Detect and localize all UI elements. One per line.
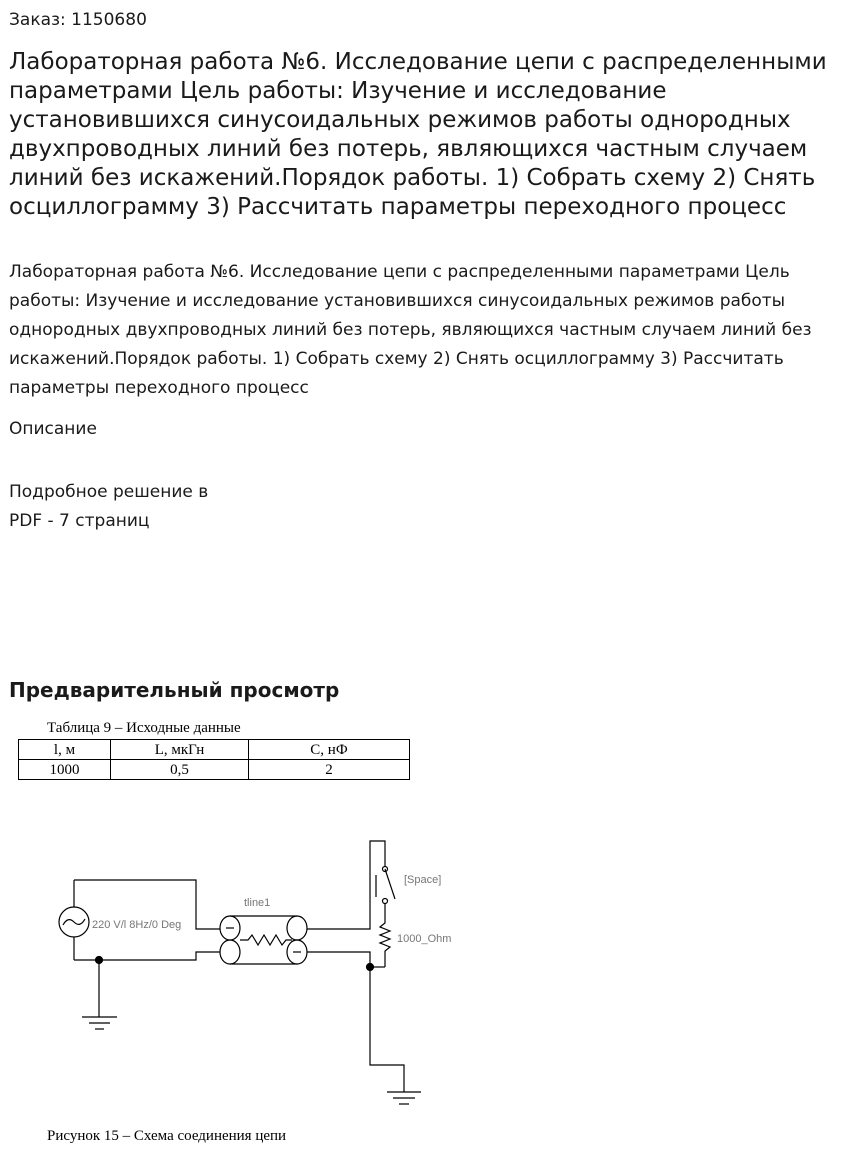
right-wires	[307, 841, 404, 1085]
solution-line-2: PDF - 7 страниц	[9, 511, 150, 531]
table-header-cell: C, нФ	[249, 740, 410, 760]
circuit-schematic	[0, 827, 480, 1117]
line-label: tline1	[244, 897, 271, 909]
ground-symbol	[82, 957, 117, 1030]
ground-symbol-right	[387, 1085, 421, 1104]
document-preview	[0, 712, 847, 1164]
source-label: 220 V/l 8Hz/0 Deg	[92, 919, 182, 931]
table-cell: 1000	[19, 760, 111, 780]
table-row	[19, 760, 410, 780]
ac-source-symbol	[59, 880, 89, 960]
table-cell: 2	[249, 760, 410, 780]
table-cell: 0,5	[111, 760, 249, 780]
table-header-cell: L, мкГн	[111, 740, 249, 760]
table-header-row	[19, 740, 410, 760]
resistor-symbol	[380, 919, 390, 957]
page-title: Лабораторная работа №6. Исследование цепи с распределенными параметрами Цель работы: Изучение и исследование установившихся синусоидальных режимов работы однородных двухпроводных линий без потерь, являющихся частным случаем линий без искажений.Порядок работы. 1) Собрать схему 2) Снять осциллограмму 3) Рассчитать параметры переходного процесс	[9, 49, 827, 220]
preview-heading: Предварительный просмотр	[9, 678, 340, 702]
table-caption: Таблица 9 – Исходные данные	[47, 720, 241, 736]
switch-symbol	[376, 867, 395, 904]
solution-info	[9, 478, 208, 536]
resistor-label: 1000_Ohm	[397, 933, 452, 945]
solution-line-1: Подробное решение в	[9, 482, 209, 502]
order-number: Заказ: 1150680	[9, 10, 147, 30]
figure-caption: Рисунок 15 – Схема соединения цепи	[47, 1128, 287, 1144]
work-description-text: Лабораторная работа №6. Исследование цепи с распределенными параметрами Цель работы: Изучение и исследование установившихся синусоидальных режимов работы однородных двухпроводных линий без потерь, являющихся частным случаем линий без искажений.Порядок работы. 1) Собрать схему 2) Снять осциллограмму 3) Рассчитать параметры переходного процесс	[9, 262, 812, 398]
description-heading: Описание	[9, 419, 97, 439]
transmission-line-symbol	[220, 916, 307, 964]
source-data-table	[18, 739, 410, 780]
table-header-cell: l, м	[19, 740, 111, 760]
switch-label: [Space]	[404, 874, 442, 886]
